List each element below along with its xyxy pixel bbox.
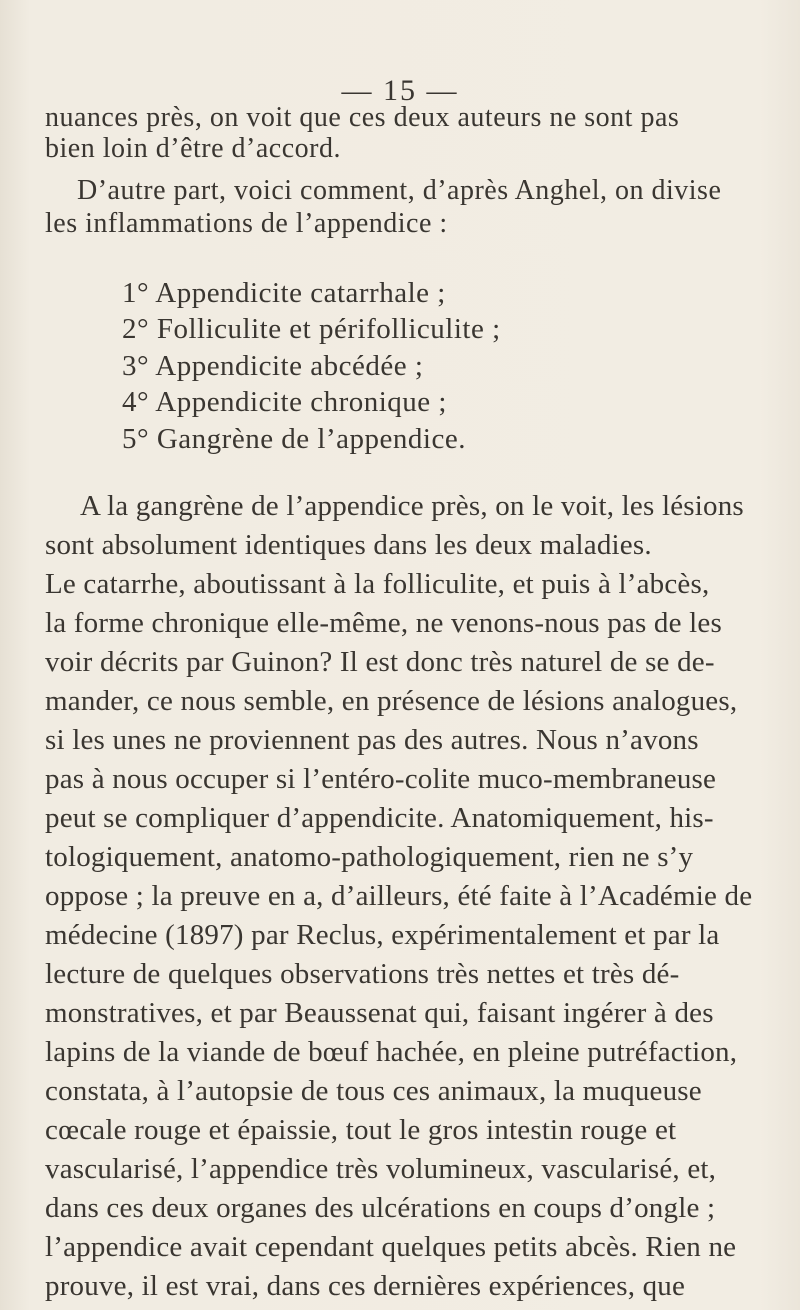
list-item: 4° Appendicite chronique ; — [122, 386, 447, 418]
text-line: mander, ce nous semble, en présence de lésions analogues, — [45, 685, 738, 717]
list-item: 1° Appendicite catarrhale ; — [122, 277, 446, 309]
page-number: — 15 — — [341, 74, 459, 107]
text-line: lapins de la viande de bœuf hachée, en pleine putréfaction, — [45, 1036, 738, 1068]
text-line: D’autre part, voici comment, d’après Anghel, on divise — [77, 175, 722, 206]
text-line: médecine (1897) par Reclus, expérimentalement et par la — [45, 919, 720, 951]
list-item: 5° Gangrène de l’appendice. — [122, 423, 466, 455]
text-line: lecture de quelques observations très nettes et très dé- — [45, 958, 680, 990]
text-line: dans ces deux organes des ulcérations en coups d’ongle ; — [45, 1192, 716, 1224]
text-line: la forme chronique elle-même, ne venons-nous pas de les — [45, 607, 722, 639]
text-line: Le catarrhe, aboutissant à la folliculite, et puis à l’abcès, — [45, 568, 710, 600]
text-line: tologiquement, anatomo-pathologiquement, rien ne s’y — [45, 841, 694, 873]
text-line: bien loin d’être d’accord. — [45, 133, 341, 164]
text-line: si les unes ne proviennent pas des autres. Nous n’avons — [45, 724, 699, 756]
text-line: pas à nous occuper si l’entéro-colite muco-membraneuse — [45, 763, 717, 795]
text-line: l’appendice avait cependant quelques petits abcès. Rien ne — [45, 1231, 737, 1263]
text-line: peut se compliquer d’appendicite. Anatomiquement, his- — [45, 802, 714, 834]
text-line: voir décrits par Guinon? Il est donc très naturel de se de- — [45, 646, 715, 678]
text-line: constata, à l’autopsie de tous ces animaux, la muqueuse — [45, 1075, 702, 1107]
text-line: les inflammations de l’appendice : — [45, 208, 448, 239]
text-line: sont absolument identiques dans les deux maladies. — [45, 529, 652, 561]
text-line: monstratives, et par Beaussenat qui, faisant ingérer à des — [45, 997, 714, 1029]
text-line: prouve, il est vrai, dans ces dernières expériences, que — [45, 1270, 686, 1302]
text-line: oppose ; la preuve en a, d’ailleurs, été faite à l’Académie de — [45, 880, 753, 912]
text-line: A la gangrène de l’appendice près, on le voit, les lésions — [80, 490, 744, 522]
text-line: nuances près, on voit que ces deux auteurs ne sont pas — [45, 102, 680, 133]
list-item: 3° Appendicite abcédée ; — [122, 350, 424, 382]
list-item: 2° Folliculite et périfolliculite ; — [122, 313, 501, 345]
text-line: cœcale rouge et épaissie, tout le gros intestin rouge et — [45, 1114, 677, 1146]
text-line: vascularisé, l’appendice très volumineux, vascularisé, et, — [45, 1153, 717, 1185]
